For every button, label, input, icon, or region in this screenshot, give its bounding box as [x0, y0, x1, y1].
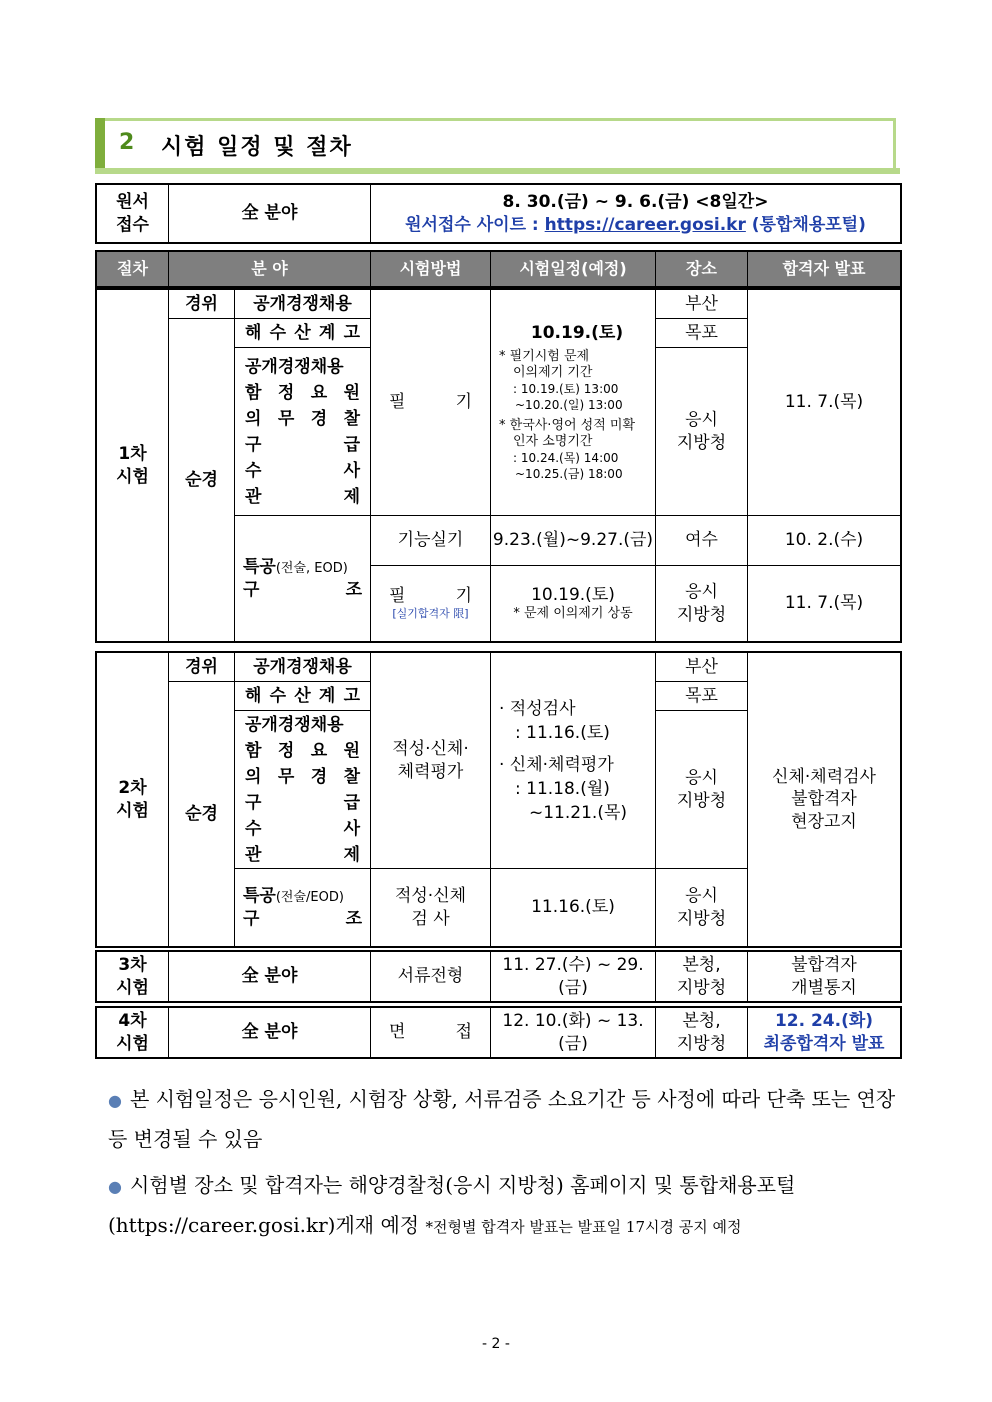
round2-method-special: 적성·신체 검 사 — [371, 869, 491, 947]
round1-place-skill: 여수 — [656, 516, 748, 566]
round1-cat-5: 관 제 — [245, 486, 360, 507]
application-label: 원서 접수 — [97, 185, 169, 243]
note-2-text: 시험별 장소 및 합격자는 해양경찰청(응시 지방청) 홈페이지 및 통합채용포털 (https://career.gosi.kr)게재 예정 — [108, 1173, 796, 1237]
round4-label: 4차 시험 — [97, 1008, 169, 1058]
round2-cat-1: 함 정 요 원 — [245, 740, 360, 761]
round1-cat-4: 수 사 — [245, 460, 360, 481]
round2-method: 적성·신체· 체력평가 — [371, 653, 491, 869]
round2-cat-5: 관 제 — [245, 844, 360, 865]
round2-special-line2: 구 조 — [243, 908, 362, 929]
round2-schedule-4: ~11.21.(목) — [529, 802, 628, 823]
round1-method-written2-cell — [371, 566, 491, 642]
round1-schedule-written — [491, 290, 656, 516]
round1-table — [96, 289, 901, 642]
application-table — [96, 184, 901, 243]
section-header — [95, 118, 900, 173]
round2-cat-open: 공개경쟁채용 — [235, 653, 371, 682]
round1-method-written: 필 기 — [371, 290, 491, 516]
round1-note-2: : 10.19.(토) 13:00 — [513, 382, 619, 397]
bullet-icon: ● — [108, 1091, 122, 1110]
round1-place-local: 응시 지방청 — [656, 348, 748, 516]
round1-place-busan: 부산 — [656, 290, 748, 319]
round4-place: 본청, 지방청 — [656, 1008, 748, 1058]
round2-schedule — [491, 653, 656, 869]
round3-result: 불합격자 개별통지 — [748, 952, 901, 1002]
round1-special-sub: (전술, EOD) — [275, 561, 348, 577]
round2-special-sub: (전술/EOD) — [275, 890, 344, 906]
round2-special-label: 특공 — [243, 886, 276, 907]
header-result: 합격자 발표 — [748, 252, 901, 287]
round2-cat-3: 구 급 — [245, 792, 360, 813]
application-site-link[interactable]: https://career.gosi.kr — [544, 214, 746, 235]
round3-date: 11. 27.(수) ~ 29.(금) — [491, 952, 656, 1002]
round3-label: 3차 시험 — [97, 952, 169, 1002]
round1-note-0: * 필기시험 문제 — [499, 348, 590, 364]
section-accent-bar — [95, 118, 105, 173]
application-site-prefix: 원서접수 사이트 : — [405, 214, 545, 235]
round1-place-written2: 응시 지방청 — [656, 566, 748, 642]
round2-rank-sg: 순경 — [169, 682, 235, 947]
schedule-header — [96, 251, 901, 287]
round1-cat-2: 의 무 경 찰 — [245, 408, 360, 429]
application-field: 全 분야 — [169, 185, 371, 243]
note-1-text: 본 시험일정은 응시인원, 시험장 상황, 서류검증 소요기간 등 사정에 따라 단축 또는 연장 등 변경될 수 있음 — [108, 1087, 896, 1151]
round1-cat-open: 공개경쟁채용 — [235, 290, 371, 319]
round1-date-written2-note: * 문제 이의제기 상동 — [513, 606, 633, 622]
header-step: 절차 — [97, 252, 169, 287]
round2-schedule-2: · 신체·체력평가 — [499, 754, 614, 775]
round2-rank-gw: 경위 — [169, 653, 235, 682]
round1-date-written2: 10.19.(토) — [531, 585, 615, 605]
round2-schedule-0: · 적성검사 — [499, 698, 576, 719]
round2-label: 2차 시험 — [97, 653, 169, 947]
round1-method-skill: 기능실기 — [371, 516, 491, 566]
round1-place-mokpo: 목포 — [656, 319, 748, 348]
round1-note-5: 인자 소명기간 — [513, 434, 593, 450]
round1-note-3: ~10.20.(일) 13:00 — [515, 397, 623, 412]
round1-date-skill: 9.23.(월)~9.27.(금) — [491, 516, 656, 566]
application-period: 8. 30.(금) ~ 9. 6.(금) <8일간> — [502, 192, 769, 213]
bullet-icon: ● — [108, 1177, 122, 1196]
section-underline — [95, 168, 900, 174]
round2-cat-list — [235, 711, 371, 869]
round1-date-written2-cell — [491, 566, 656, 642]
round1-note-7: ~10.25.(금) 18:00 — [515, 466, 623, 481]
round2-place-mokpo: 목포 — [656, 682, 748, 711]
round4-table — [96, 1007, 901, 1058]
round1-cat-0: 공개경쟁채용 — [245, 356, 344, 377]
round2-cat-navy: 해 수 산 계 고 — [235, 682, 371, 711]
round3-place: 본청, 지방청 — [656, 952, 748, 1002]
round2-cat-0: 공개경쟁채용 — [245, 714, 344, 735]
round1-special-label: 특공 — [243, 557, 276, 578]
round1-note-6: : 10.24.(목) 14:00 — [513, 451, 619, 466]
round2-date-special: 11.16.(토) — [491, 869, 656, 947]
round3-method: 서류전형 — [371, 952, 491, 1002]
round2-table — [96, 652, 901, 947]
round4-method: 면 접 — [371, 1008, 491, 1058]
round2-schedule-3: : 11.18.(월) — [515, 778, 610, 799]
round4-result-date: 12. 24.(화) — [774, 1011, 874, 1032]
round1-date-written: 10.19.(토) — [530, 323, 624, 344]
header-schedule: 시험일정(예정) — [491, 252, 656, 287]
round1-note-4: * 한국사·영어 성적 미확 — [499, 417, 636, 433]
round4-date: 12. 10.(화) ~ 13.(금) — [491, 1008, 656, 1058]
header-method: 시험방법 — [371, 252, 491, 287]
page-number: - 2 - — [482, 1336, 510, 1352]
round2-place-busan: 부산 — [656, 653, 748, 682]
round2-cat-2: 의 무 경 찰 — [245, 766, 360, 787]
round1-cat-1: 함 정 요 원 — [245, 382, 360, 403]
round1-rank-gw: 경위 — [169, 290, 235, 319]
round1-label: 1차 시험 — [97, 290, 169, 642]
round1-cat-3: 구 급 — [245, 434, 360, 455]
round2-cat-4: 수 사 — [245, 818, 360, 839]
round1-cat-navy: 해 수 산 계 고 — [235, 319, 371, 348]
round2-place-special: 응시 지방청 — [656, 869, 748, 947]
section-title: 시험 일정 및 절차 — [161, 135, 353, 160]
round1-result-written2: 11. 7.(목) — [748, 566, 901, 642]
header-place: 장소 — [656, 252, 748, 287]
round1-result: 11. 7.(목) — [748, 290, 901, 516]
round2-place-local: 응시 지방청 — [656, 711, 748, 869]
round2-special — [235, 869, 371, 947]
round1-method-written2: 필 기 — [389, 586, 472, 607]
application-site-suffix: (통합채용포털) — [745, 214, 866, 235]
round1-note-1: 이의제기 기간 — [513, 365, 593, 381]
header-field: 분 야 — [169, 252, 371, 287]
round3-field: 全 분야 — [169, 952, 371, 1002]
round1-result-skill: 10. 2.(수) — [748, 516, 901, 566]
note-1 — [108, 1080, 908, 1158]
round3-table — [96, 951, 901, 1002]
round4-result-text: 최종합격자 발표 — [763, 1033, 885, 1054]
round1-special — [235, 516, 371, 642]
round4-field: 全 분야 — [169, 1008, 371, 1058]
round1-rank-sg: 순경 — [169, 319, 235, 642]
section-number: 2 — [119, 130, 135, 155]
round2-schedule-1: : 11.16.(토) — [515, 722, 610, 743]
note-2-small: *전형별 합격자 발표는 발표일 17시경 공지 예정 — [425, 1218, 742, 1236]
round1-special-line2: 구 조 — [243, 579, 362, 600]
note-2 — [108, 1166, 908, 1246]
round2-result: 신체·체력검사 불합격자 현장고지 — [748, 653, 901, 947]
round1-method-written2-note: [실기합격자 限] — [392, 607, 469, 621]
round1-cat-list — [235, 348, 371, 516]
application-info — [371, 185, 901, 243]
round4-result — [748, 1008, 901, 1058]
